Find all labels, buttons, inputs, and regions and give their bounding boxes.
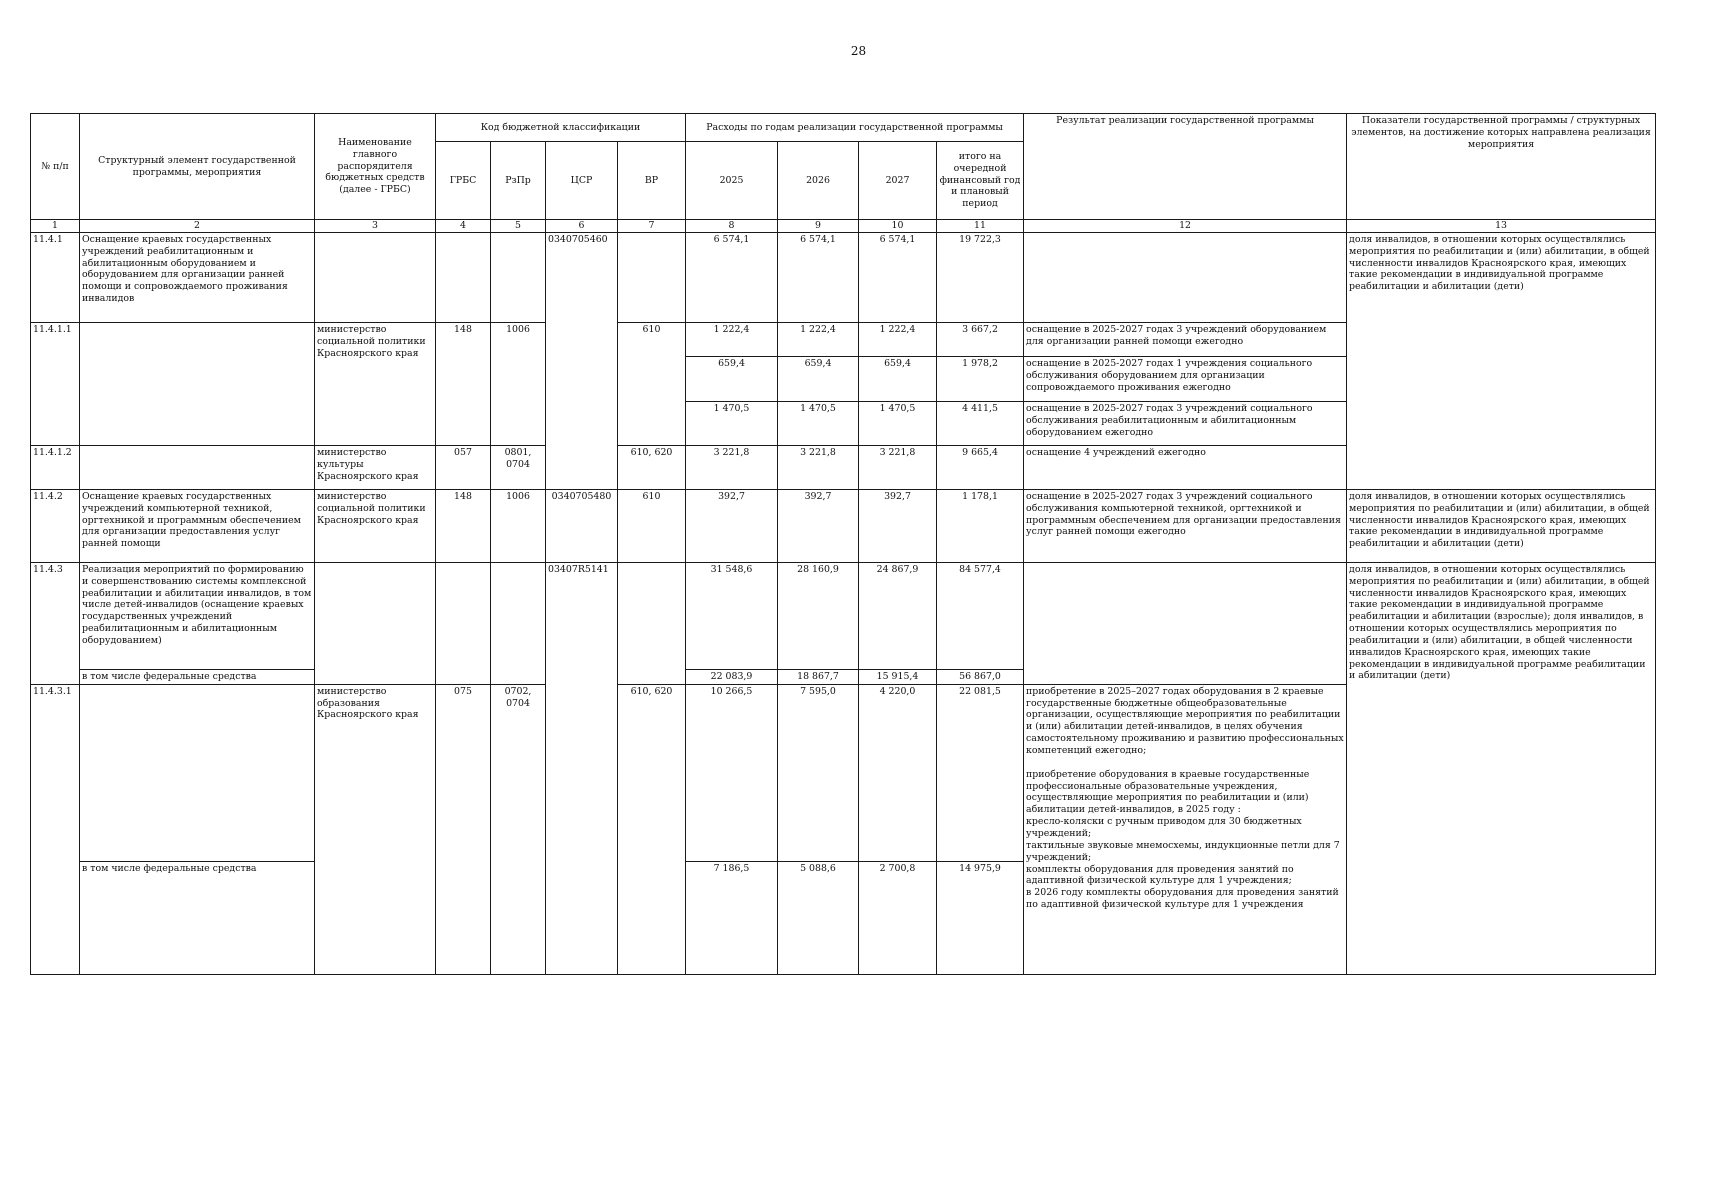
- row-2026: 3 221,8: [778, 445, 859, 489]
- col-number: 6: [546, 220, 618, 233]
- row-element: Оснащение краевых государственных учреждений компьютерной техникой, оргтехникой и программным обеспечением для организации предоставления услуг ранней помощи: [80, 489, 315, 562]
- row-grbs-name: министерство социальной политики Красноярского края: [315, 489, 436, 562]
- row-number: 11.4.1.1: [31, 322, 80, 445]
- row-fed-2027: 15 915,4: [859, 669, 937, 684]
- row-result: оснащение 4 учреждений ежегодно: [1024, 445, 1347, 489]
- row-vr: 610: [618, 322, 686, 445]
- row-total: 1 178,1: [937, 489, 1024, 562]
- col-header-result: Результат реализации государственной программы: [1024, 114, 1347, 220]
- row-rzpr: 1006: [491, 322, 546, 445]
- table-row: [31, 232, 1656, 322]
- row-2026: 392,7: [778, 489, 859, 562]
- row-result: оснащение в 2025-2027 годах 3 учреждений социального обслуживания реабилитационным и абилитационным оборудованием ежегодно: [1024, 401, 1347, 445]
- row-rzpr: 0702, 0704: [491, 684, 546, 974]
- row-2027: 659,4: [859, 356, 937, 401]
- col-number: 8: [686, 220, 778, 233]
- row-total: 19 722,3: [937, 232, 1024, 322]
- row-2027: 1 470,5: [859, 401, 937, 445]
- row-rzpr: 1006: [491, 489, 546, 562]
- row-grbs: 057: [436, 445, 491, 489]
- result-item: в 2026 году комплекты оборудования для проведения занятий по адаптивной физической культуре для 1 учреждения: [1026, 887, 1339, 911]
- row-result: оснащение в 2025-2027 годах 3 учреждений социального обслуживания компьютерной техникой, оргтехникой и программным обеспечением для организации предоставления услуг ранней помощи ежегодно: [1024, 489, 1347, 562]
- row-vr: 610, 620: [618, 684, 686, 974]
- row-2026: 659,4: [778, 356, 859, 401]
- table-row: [31, 489, 1656, 562]
- row-total: 4 411,5: [937, 401, 1024, 445]
- row-fed-total: 56 867,0: [937, 669, 1024, 684]
- row-2025: 31 548,6: [686, 562, 778, 669]
- row-rzpr: 0801, 0704: [491, 445, 546, 489]
- row-grbs-name: министерство образования Красноярского края: [315, 684, 436, 974]
- col-header-element: Структурный элемент государственной программы, мероприятия: [80, 114, 315, 220]
- row-result: оснащение в 2025-2027 годах 1 учреждения социального обслуживания оборудованием для организации сопровождаемого проживания ежегодно: [1024, 356, 1347, 401]
- row-2025: 3 221,8: [686, 445, 778, 489]
- row-fed-2025: 7 186,5: [686, 861, 778, 974]
- row-grbs: 075: [436, 684, 491, 974]
- row-element: Реализация мероприятий по формированию и совершенствованию системы комплексной реабилитации и абилитации инвалидов, в том числе детей-инвалидов (оснащение краевых государственных учреждений реабилитационным и абилитационным оборудованием): [80, 562, 315, 669]
- row-2025: 6 574,1: [686, 232, 778, 322]
- row-2026: 1 470,5: [778, 401, 859, 445]
- col-number: 1: [31, 220, 80, 233]
- result-item: кресло-коляски с ручным приводом для 30 бюджетных учреждений;: [1026, 816, 1302, 839]
- row-2027: 1 222,4: [859, 322, 937, 356]
- row-total: 1 978,2: [937, 356, 1024, 401]
- row-2027: 3 221,8: [859, 445, 937, 489]
- row-grbs: 148: [436, 489, 491, 562]
- row-element: Оснащение краевых государственных учреждений реабилитационным и абилитационным оборудованием и оборудованием для организации ранней помощи и сопровождаемого проживания инвалидов: [80, 232, 315, 322]
- row-result: [1024, 684, 1347, 974]
- col-header-grbs: ГРБС: [436, 142, 491, 220]
- col-header-expenses: Расходы по годам реализации государственной программы: [686, 114, 1024, 142]
- col-header-rzpr: РзПр: [491, 142, 546, 220]
- table-row: [31, 562, 1656, 669]
- row-2026: 1 222,4: [778, 322, 859, 356]
- col-header-2026: 2026: [778, 142, 859, 220]
- row-fed-2025: 22 083,9: [686, 669, 778, 684]
- row-2025: 392,7: [686, 489, 778, 562]
- row-total: 9 665,4: [937, 445, 1024, 489]
- col-header-2027: 2027: [859, 142, 937, 220]
- row-indicator: доля инвалидов, в отношении которых осуществлялись мероприятия по реабилитации и (или) абилитации, в общей численности инвалидов Красноярского края, имеющих такие рекомендации в индивидуальной программе реабилитации и абилитации (дети): [1347, 232, 1656, 489]
- row-grbs-name: министерство социальной политики Красноярского края: [315, 322, 436, 445]
- row-number: 11.4.3.1: [31, 684, 80, 974]
- page-number: 28: [850, 44, 867, 58]
- row-indicator: доля инвалидов, в отношении которых осуществлялись мероприятия по реабилитации и (или) абилитации, в общей численности инвалидов Красноярского края, имеющих такие рекомендации в индивидуальной программе реабилитации и абилитации (взрослые); доля инвалидов, в отношении которых осуществлялись мероприятия по реабилитации и (или) абилитации, в общей численности инвалидов Красноярского края, имеющих такие рекомендации в индивидуальной программе реабилитации и абилитации (дети): [1347, 562, 1656, 974]
- col-header-num: № п/п: [31, 114, 80, 220]
- row-fed-total: 14 975,9: [937, 861, 1024, 974]
- row-number: 11.4.3: [31, 562, 80, 684]
- row-number: 11.4.1.2: [31, 445, 80, 489]
- column-number-row: [31, 220, 1656, 233]
- col-header-budget-code: Код бюджетной классификации: [436, 114, 686, 142]
- row-vr: 610, 620: [618, 445, 686, 489]
- col-number: 10: [859, 220, 937, 233]
- row-grbs: 148: [436, 322, 491, 445]
- row-grbs-name: министерство культуры Красноярского края: [315, 445, 436, 489]
- row-number: 11.4.2: [31, 489, 80, 562]
- row-2025: 659,4: [686, 356, 778, 401]
- col-number: 9: [778, 220, 859, 233]
- col-number: 11: [937, 220, 1024, 233]
- row-total: 3 667,2: [937, 322, 1024, 356]
- row-fed-label: в том числе федеральные средства: [80, 669, 315, 684]
- col-header-grbs-name: Наименование главного распорядителя бюджетных средств (далее - ГРБС): [315, 114, 436, 220]
- col-header-vr: ВР: [618, 142, 686, 220]
- row-fed-2026: 18 867,7: [778, 669, 859, 684]
- col-header-2025: 2025: [686, 142, 778, 220]
- row-csr: 0340705460: [546, 232, 618, 489]
- row-2026: 7 595,0: [778, 684, 859, 861]
- row-fed-label: в том числе федеральные средства: [80, 861, 315, 974]
- row-2027: 4 220,0: [859, 684, 937, 861]
- col-header-csr: ЦСР: [546, 142, 618, 220]
- row-2025: 1 470,5: [686, 401, 778, 445]
- col-number: 7: [618, 220, 686, 233]
- col-number: 13: [1347, 220, 1656, 233]
- col-number: 5: [491, 220, 546, 233]
- result-item: тактильные звуковые мнемосхемы, индукционные петли для 7 учреждений;: [1026, 839, 1340, 863]
- row-total: 22 081,5: [937, 684, 1024, 861]
- col-number: 4: [436, 220, 491, 233]
- row-2027: 24 867,9: [859, 562, 937, 669]
- col-header-indicators: Показатели государственной программы / структурных элементов, на достижение которых направлена реализация мероприятия: [1347, 114, 1656, 220]
- row-2025: 1 222,4: [686, 322, 778, 356]
- row-total: 84 577,4: [937, 562, 1024, 669]
- row-csr: 03407R5141: [546, 562, 618, 974]
- col-number: 2: [80, 220, 315, 233]
- row-fed-2027: 2 700,8: [859, 861, 937, 974]
- row-2027: 6 574,1: [859, 232, 937, 322]
- row-indicator: доля инвалидов, в отношении которых осуществлялись мероприятия по реабилитации и (или) абилитации, в общей численности инвалидов Красноярского края, имеющих такие рекомендации в индивидуальной программе реабилитации и абилитации (дети): [1347, 489, 1656, 562]
- budget-table: [30, 113, 1656, 975]
- col-number: 3: [315, 220, 436, 233]
- row-csr: 0340705480: [546, 489, 618, 562]
- row-2026: 28 160,9: [778, 562, 859, 669]
- result-item: комплекты оборудования для проведения занятий по адаптивной физической культуре для 1 учреждения;: [1026, 863, 1294, 887]
- row-fed-2026: 5 088,6: [778, 861, 859, 974]
- row-result: оснащение в 2025-2027 годах 3 учреждений оборудованием для организации ранней помощи ежегодно: [1024, 322, 1347, 356]
- col-number: 12: [1024, 220, 1347, 233]
- col-header-total: итого на очередной финансовый год и плановый период: [937, 142, 1024, 220]
- row-number: 11.4.1: [31, 232, 80, 322]
- row-2025: 10 266,5: [686, 684, 778, 861]
- row-2027: 392,7: [859, 489, 937, 562]
- result-item: приобретение оборудования в краевые государственные профессиональные образовательные учреждения, осуществляющие мероприятия по реабилитации и (или) абилитации детей-инвалидов, в 2025 году :: [1026, 768, 1310, 816]
- row-2026: 6 574,1: [778, 232, 859, 322]
- row-vr: 610: [618, 489, 686, 562]
- result-item: приобретение в 2025–2027 годах оборудования в 2 краевые государственные бюджетные общеобразовательные организации, осуществляющие мероприятия по реабилитации и (или) абилитации детей-инвалидов, в целях обучения самостоятельному проживанию и развитию профессиональных компетенций ежегодно;: [1026, 685, 1344, 756]
